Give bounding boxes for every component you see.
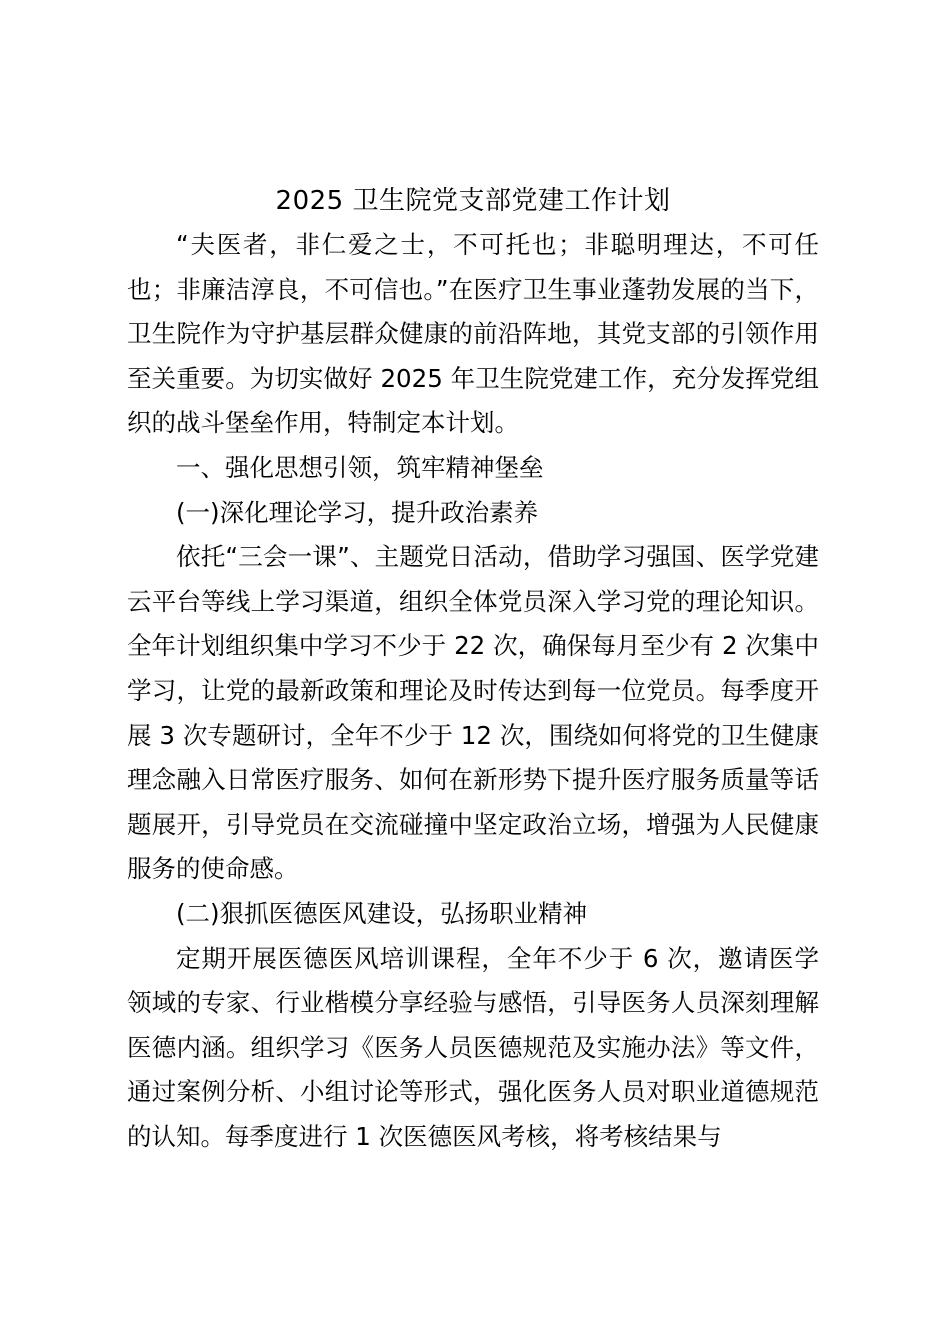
section-heading-1: 一、强化思想引领，筑牢精神堡垒 xyxy=(176,452,544,482)
document-page xyxy=(127,179,819,1159)
document-title: 2025 卫生院党支部党建工作计划 xyxy=(275,186,671,216)
subsection-body-2: 定期开展医德医风培训课程，全年不少于 6 次，邀请医学领域的专家、行业楷模分享经验与感悟，引导医务人员深刻理解医德内涵。组织学习《医务人员医德规范及实施办法》等文件，通过案例分析、小组讨论等形式，强化医务人员对职业道德规范的认知。每季度进行 1 次医德医风考核，将考核结果与 xyxy=(127,943,819,1151)
subsection-body-1: 依托“三会一课”、主题党日活动，借助学习强国、医学党建云平台等线上学习渠道，组织全体党员深入学习党的理论知识。全年计划组织集中学习不少于 22 次，确保每月至少有 2 次集中学习，让党的最新政策和理论及时传达到每一位党员。每季度开展 3 次专题研讨，全年不少于 12 次，围绕如何将党的卫生健康理念融入日常医疗服务、如何在新形势下提升医疗服务质量等话题展开，引导党员在交流碰撞中坚定政治立场，增强为人民健康服务的使命感。 xyxy=(127,542,819,884)
intro-paragraph: “夫医者，非仁爱之士，不可托也；非聪明理达，不可任也；非廉洁淳良，不可信也。”在医疗卫生事业蓬勃发展的当下，卫生院作为守护基层群众健康的前沿阵地，其党支部的引领作用至关重要。为切实做好 2025 年卫生院党建工作，充分发挥党组织的战斗堡垒作用，特制定本计划。 xyxy=(127,230,819,438)
subsection-heading-1: (一)深化理论学习，提升政治素养 xyxy=(176,497,539,527)
subsection-heading-2: (二)狠抓医德医风建设，弘扬职业精神 xyxy=(176,898,588,928)
